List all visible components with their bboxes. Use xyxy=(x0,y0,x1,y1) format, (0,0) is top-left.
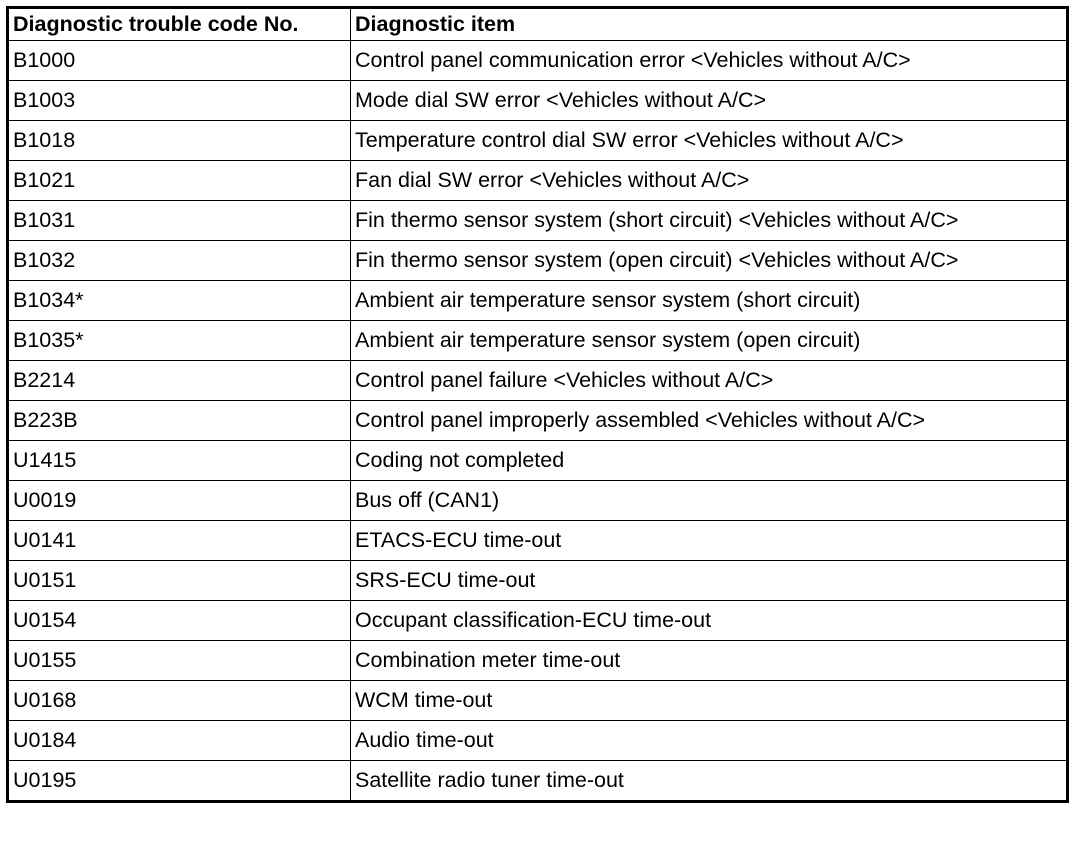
diagnostic-item-cell: Fin thermo sensor system (open circuit) <Vehicles without A/C> xyxy=(351,241,1068,281)
table-row xyxy=(8,601,1068,641)
dtc-code-cell: B1034* xyxy=(8,281,351,321)
dtc-code-cell: U0184 xyxy=(8,721,351,761)
table-row xyxy=(8,41,1068,81)
table-body xyxy=(8,41,1068,802)
table-row xyxy=(8,561,1068,601)
dtc-code-cell: B1003 xyxy=(8,81,351,121)
dtc-table xyxy=(6,6,1069,803)
dtc-code-cell: U1415 xyxy=(8,441,351,481)
dtc-code-cell: B223B xyxy=(8,401,351,441)
dtc-code-cell: U0154 xyxy=(8,601,351,641)
dtc-code-cell: B2214 xyxy=(8,361,351,401)
diagnostic-item-cell: Satellite radio tuner time-out xyxy=(351,761,1068,802)
table-row xyxy=(8,441,1068,481)
dtc-code-cell: B1000 xyxy=(8,41,351,81)
header-code: Diagnostic trouble code No. xyxy=(8,8,351,41)
table-row xyxy=(8,721,1068,761)
table-row xyxy=(8,361,1068,401)
diagnostic-item-cell: Control panel communication error <Vehicles without A/C> xyxy=(351,41,1068,81)
dtc-code-cell: U0151 xyxy=(8,561,351,601)
diagnostic-item-cell: Control panel failure <Vehicles without A/C> xyxy=(351,361,1068,401)
table-row xyxy=(8,641,1068,681)
table-row xyxy=(8,161,1068,201)
table-row xyxy=(8,761,1068,802)
table-row xyxy=(8,201,1068,241)
table-row xyxy=(8,401,1068,441)
diagnostic-item-cell: Fin thermo sensor system (short circuit) <Vehicles without A/C> xyxy=(351,201,1068,241)
diagnostic-item-cell: Control panel improperly assembled <Vehicles without A/C> xyxy=(351,401,1068,441)
dtc-code-cell: B1021 xyxy=(8,161,351,201)
header-item: Diagnostic item xyxy=(351,8,1068,41)
diagnostic-item-cell: Mode dial SW error <Vehicles without A/C> xyxy=(351,81,1068,121)
dtc-code-cell: U0155 xyxy=(8,641,351,681)
table-row xyxy=(8,241,1068,281)
diagnostic-item-cell: Combination meter time-out xyxy=(351,641,1068,681)
diagnostic-item-cell: ETACS-ECU time-out xyxy=(351,521,1068,561)
diagnostic-item-cell: Coding not completed xyxy=(351,441,1068,481)
diagnostic-item-cell: Fan dial SW error <Vehicles without A/C> xyxy=(351,161,1068,201)
dtc-code-cell: U0168 xyxy=(8,681,351,721)
table-row xyxy=(8,281,1068,321)
header-row xyxy=(8,8,1068,41)
table-row xyxy=(8,321,1068,361)
table-row xyxy=(8,81,1068,121)
dtc-code-cell: U0195 xyxy=(8,761,351,802)
diagnostic-item-cell: Audio time-out xyxy=(351,721,1068,761)
diagnostic-item-cell: Bus off (CAN1) xyxy=(351,481,1068,521)
dtc-code-cell: B1031 xyxy=(8,201,351,241)
diagnostic-item-cell: Ambient air temperature sensor system (short circuit) xyxy=(351,281,1068,321)
diagnostic-item-cell: Temperature control dial SW error <Vehicles without A/C> xyxy=(351,121,1068,161)
dtc-code-cell: U0019 xyxy=(8,481,351,521)
diagnostic-item-cell: SRS-ECU time-out xyxy=(351,561,1068,601)
diagnostic-item-cell: WCM time-out xyxy=(351,681,1068,721)
table-row xyxy=(8,481,1068,521)
dtc-code-cell: B1035* xyxy=(8,321,351,361)
dtc-code-cell: U0141 xyxy=(8,521,351,561)
diagnostic-item-cell: Ambient air temperature sensor system (open circuit) xyxy=(351,321,1068,361)
dtc-code-cell: B1018 xyxy=(8,121,351,161)
table-row xyxy=(8,521,1068,561)
dtc-code-cell: B1032 xyxy=(8,241,351,281)
table-row xyxy=(8,121,1068,161)
diagnostic-item-cell: Occupant classification-ECU time-out xyxy=(351,601,1068,641)
table-row xyxy=(8,681,1068,721)
